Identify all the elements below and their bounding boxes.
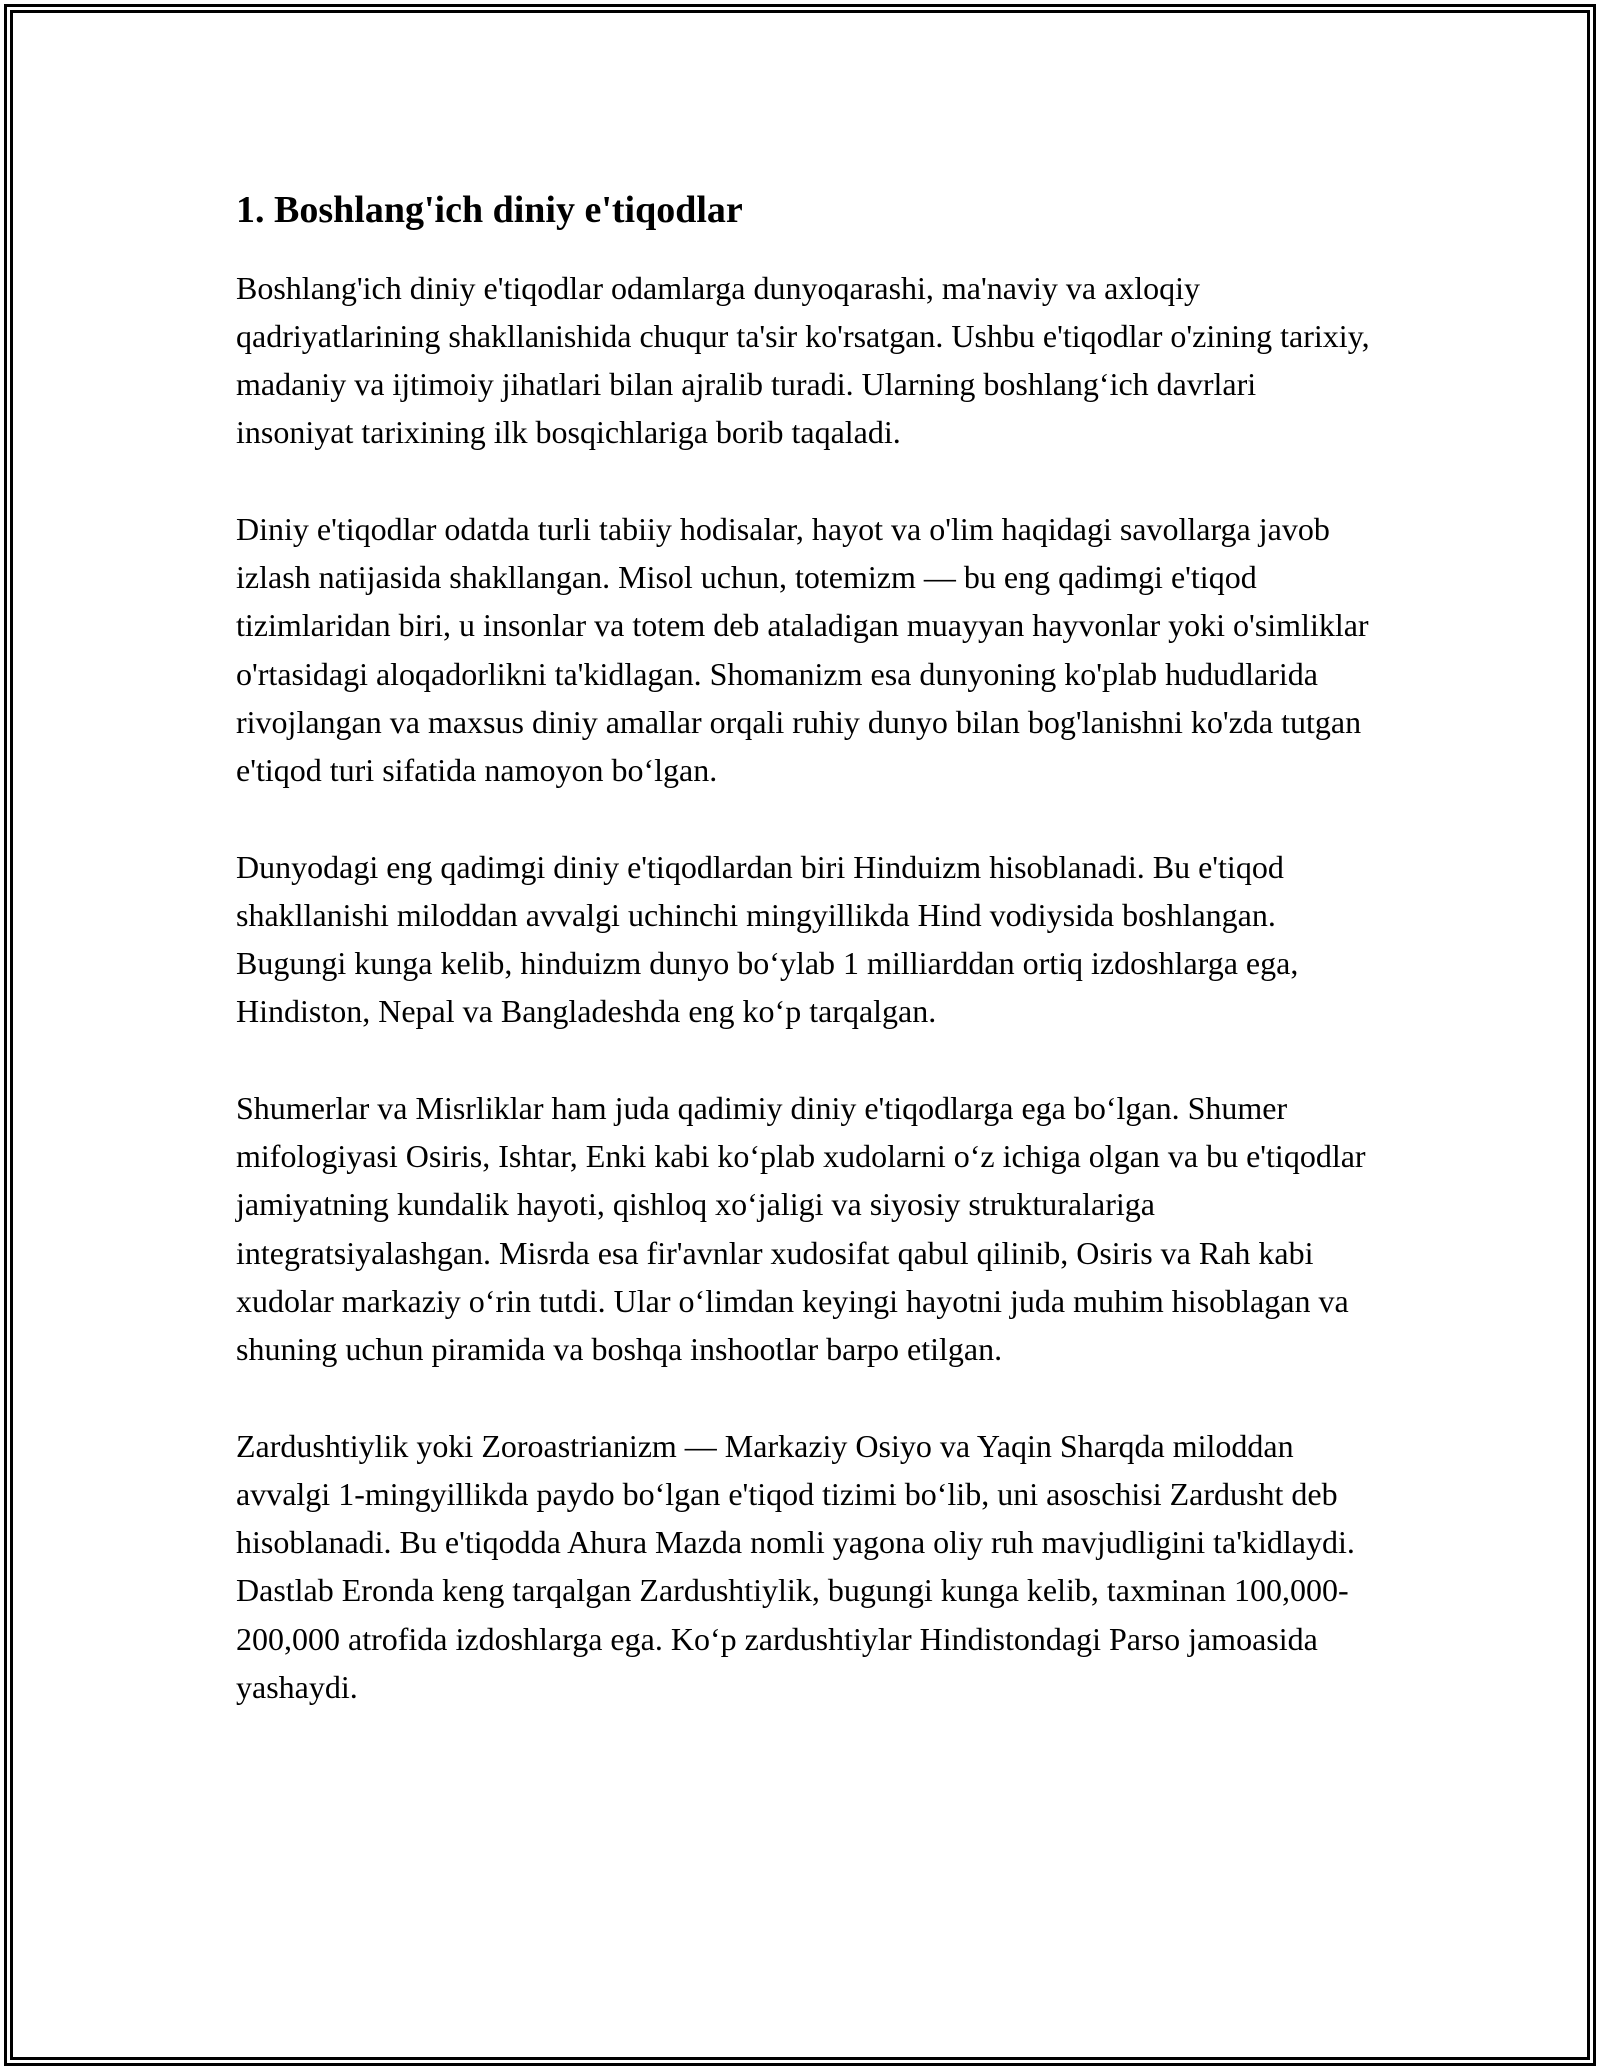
paragraph-zoroastrianism: Zardushtiylik yoki Zoroastrianizm — Markaziy Osiyo va Yaqin Sharqda miloddan avvalgi 1-mingyillikda paydo bo‘lgan e'tiqod tizimi bo‘lib, uni asoschisi Zardusht deb hisoblanadi. Bu e'tiqodda Ahura Mazda nomli yagona oliy ruh mavjudligini ta'kidlaydi. Dastlab Eronda keng tarqalgan Zardushtiylik, bugungi kunga kelib, taxminan 100,000-200,000 atrofida izdoshlarga ega. Ko‘p zardushtiylar Hindistondagi Parso jamoasida yashaydi. — [236, 1427, 1355, 1706]
paragraph-totemism-shamanism: Diniy e'tiqodlar odatda turli tabiiy hodisalar, hayot va o'lim haqidagi savollarga javob izlash natijasida shakllangan. Misol uchun, totemizm — bu eng qadimgi e'tiqod tizimlaridan biri, u insonlar va totem deb ataladigan muayyan hayvonlar yoki o'simliklar o'rtasidagi aloqadorlikni ta'kidlagan. Shomanizm esa dunyoning ko'plab hududlarida rivojlangan va maxsus diniy amallar orqali ruhiy dunyo bilan bog'lanishni ko'zda tutgan e'tiqod turi sifatida namoyon bo‘lgan. — [236, 510, 1369, 789]
paragraph-sumer-egypt: Shumerlar va Misrliklar ham juda qadimiy diniy e'tiqodlarga ega bo‘lgan. Shumer mifologiyasi Osiris, Ishtar, Enki kabi ko‘plab xudolarni o‘z ichiga olgan va bu e'tiqodlar jamiyatning kundalik hayoti, qishloq xo‘jaligi va siyosiy strukturalariga integratsiyalashgan. Misrda esa fir'avnlar xudosifat qabul qilinib, Osiris va Rah kabi xudolar markaziy o‘rin tutdi. Ular o‘limdan keyingi hayotni juda muhim hisoblagan va shuning uchun piramida va boshqa inshootlar barpo etilgan. — [236, 1089, 1366, 1368]
paragraph-intro: Boshlang'ich diniy e'tiqodlar odamlarga dunyoqarashi, ma'naviy va axloqiy qadriyatlarining shakllanishida chuqur ta'sir ko'rsatgan. Ushbu e'tiqodlar o'zining tarixiy, madaniy va ijtimoiy jihatlari bilan ajralib turadi. Ularning boshlang‘ich davrlari insoniyat tarixining ilk bosqichlariga borib taqaladi. — [236, 269, 1370, 451]
document-body — [236, 188, 1376, 1759]
section-heading: 1. Boshlang'ich diniy e'tiqodlar — [236, 189, 743, 231]
paragraph-hinduism: Dunyodagi eng qadimgi diniy e'tiqodlardan biri Hinduizm hisoblanadi. Bu e'tiqod shakllanishi miloddan avvalgi uchinchi mingyillikda Hind vodiysida boshlangan. Bugungi kunga kelib, hinduizm dunyo bo‘ylab 1 milliarddan ortiq izdoshlarga ega, Hindiston, Nepal va Bangladeshda eng ko‘p tarqalgan. — [236, 848, 1299, 1030]
